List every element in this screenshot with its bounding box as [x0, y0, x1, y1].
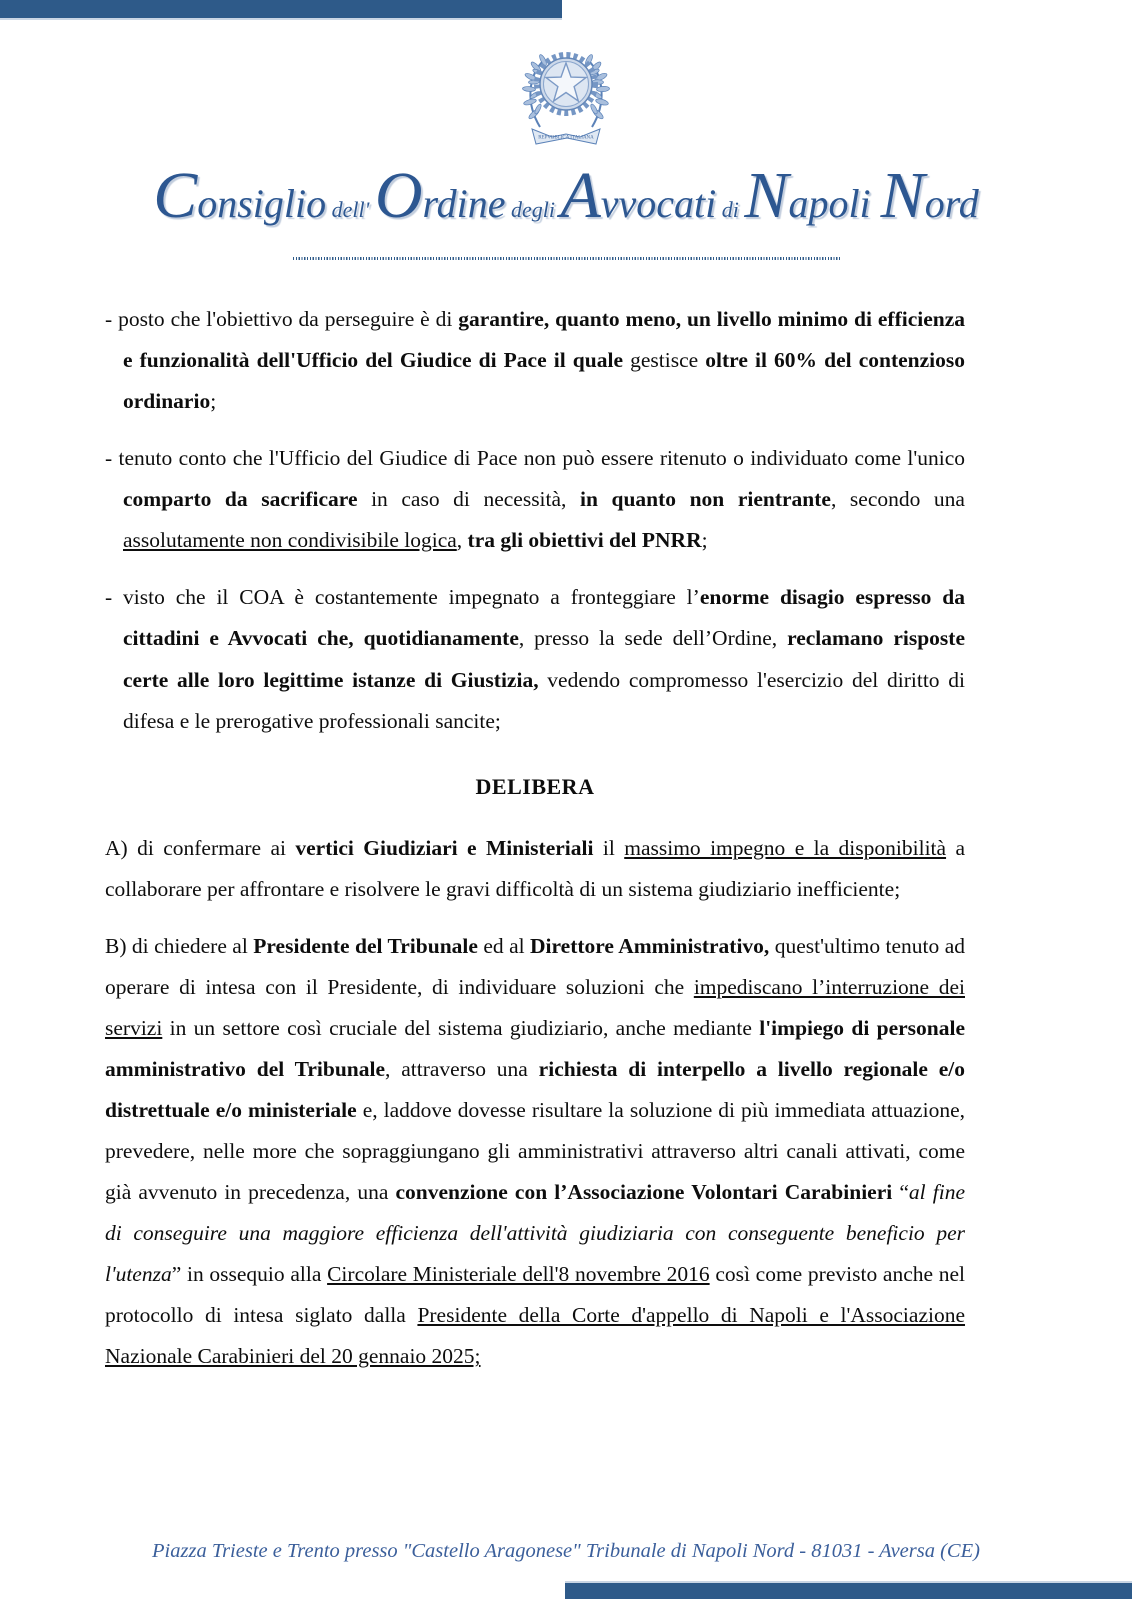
delibera-heading: DELIBERA: [475, 773, 595, 799]
text-run: tra gli obiettivi del PNRR: [467, 528, 702, 553]
text-run: - tenuto conto che l'Ufficio del Giudice di Pace non può essere ritenuto o individuato come l'unico: [105, 446, 965, 471]
text-run: l'impiego di personale amministrativo del Tribunale: [105, 1015, 965, 1081]
paragraph-bullet-1: [105, 299, 965, 422]
text-run: vedendo compromesso l'esercizio del diritto di difesa e le prerogative professionali sancite;: [123, 667, 965, 733]
text-run: dell': [326, 197, 375, 222]
text-run: rdine: [422, 181, 506, 226]
paragraph-point-a: [105, 828, 965, 910]
text-run: C: [153, 159, 198, 232]
text-run: e, laddove dovesse risultare la soluzione di più immediata attuazione, prevedere, nelle more che sopraggiungano gli amministrativi attraverso altri canali attivati, come già avvenuto in precedenza, una: [105, 1098, 965, 1205]
text-run: oltre il 60% del contenzioso ordinario: [123, 348, 966, 414]
emblem-ribbon-text: REPVBBLICA ITALIANA: [538, 135, 594, 141]
footer-address: Piazza Trieste e Trento presso "Castello Aragonese" Tribunale di Napoli Nord - 81031 - Aversa (CE): [152, 1540, 980, 1562]
org-title: [0, 158, 1132, 234]
text-run: A) di confermare ai: [105, 835, 296, 860]
text-run: degli: [505, 197, 561, 222]
text-run: convenzione con l’Associazione Volontari Carabinieri: [395, 1180, 893, 1205]
emblem-svg: [514, 30, 618, 158]
text-run: di: [716, 197, 745, 222]
text-run: - visto che il COA è costantemente impegnato a fronteggiare l’: [105, 585, 700, 610]
text-run: in quanto non rientrante: [580, 487, 831, 512]
text-run: massimo impegno e la disponibilità: [624, 835, 947, 860]
text-run: N: [744, 159, 789, 232]
text-run: gestisce: [623, 348, 706, 373]
text-run: B) di chiedere al: [105, 933, 254, 958]
text-run: - posto che l'obiettivo da perseguire è di: [105, 307, 459, 331]
text-run: assolutamente non condivisibile logica: [123, 528, 457, 553]
text-run: così come previsto anche nel protocollo di intesa siglato dalla: [105, 1262, 965, 1328]
text-run: in caso di necessità,: [357, 487, 580, 512]
text-run: comparto da sacrificare: [123, 487, 358, 512]
text-run: N: [880, 159, 925, 232]
text-run: richiesta di interpello a livello regionale e/o distrettuale e/o ministeriale: [105, 1056, 965, 1123]
text-run: Presidente della Corte d'appello di Napoli e l'Associazione Nazionale Carabinieri del 20 gennaio 2025;: [105, 1303, 966, 1369]
text-run: “: [892, 1180, 909, 1205]
text-run: onsiglio: [197, 181, 327, 226]
text-run: vertici Giudiziari e Ministeriali: [295, 835, 594, 860]
text-run: Circolare Ministeriale dell'8 novembre 2016: [327, 1262, 710, 1287]
bottom-accent-bar: [565, 1581, 1132, 1599]
text-run: Presidente del Tribunale: [253, 933, 478, 958]
text-run: , attraverso una: [385, 1056, 539, 1081]
text-run: ;: [701, 528, 708, 553]
text-run: ord: [924, 181, 979, 226]
text-run: reclamano risposte certe alle loro legittime istanze di Giustizia,: [123, 626, 965, 692]
text-run: ,: [456, 528, 468, 553]
text-run: vvocati: [600, 181, 717, 226]
text-run: O: [374, 159, 423, 232]
text-run: al fine di conseguire una maggiore efficienza dell'attività giudiziaria con conseguente beneficio per l'utenza: [105, 1180, 965, 1287]
text-run: ” in ossequio alla: [171, 1262, 328, 1287]
text-run: , presso la sede dell’Ordine,: [518, 626, 788, 651]
top-accent-bar: [0, 0, 562, 20]
text-run: garantire, quanto meno, un livello minimo di efficienza e funzionalità dell'Ufficio del Giudice di Pace il quale: [123, 307, 966, 373]
paragraph-point-b: [105, 926, 965, 1378]
text-run: il: [593, 835, 625, 860]
text-run: ;: [210, 389, 217, 414]
text-run: impediscano l’interruzione dei servizi: [105, 974, 965, 1040]
text-run: ed al: [477, 933, 531, 958]
text-run: quest'ultimo tenuto ad operare di intesa con il Presidente, di individuare soluzioni che: [105, 933, 966, 999]
text-run: a collaborare per affrontare e risolvere le gravi difficoltà di un sistema giudiziario inefficiente;: [105, 835, 966, 901]
paragraph-bullet-3: [105, 577, 965, 741]
document-body: [105, 299, 965, 1393]
text-run: enorme disagio espresso da cittadini e Avvocati che, quotidianamente: [123, 585, 965, 651]
text-run: A: [560, 159, 601, 232]
text-run: apoli: [788, 181, 881, 226]
paragraph-bullet-2: [105, 438, 965, 561]
italian-republic-emblem-icon: [514, 30, 618, 158]
dotted-divider: [293, 257, 841, 260]
text-run: , secondo una: [830, 487, 965, 512]
text-run: in un settore così cruciale del sistema giudiziario, anche mediante: [162, 1015, 760, 1040]
text-run: Direttore Amministrativo,: [530, 933, 770, 958]
